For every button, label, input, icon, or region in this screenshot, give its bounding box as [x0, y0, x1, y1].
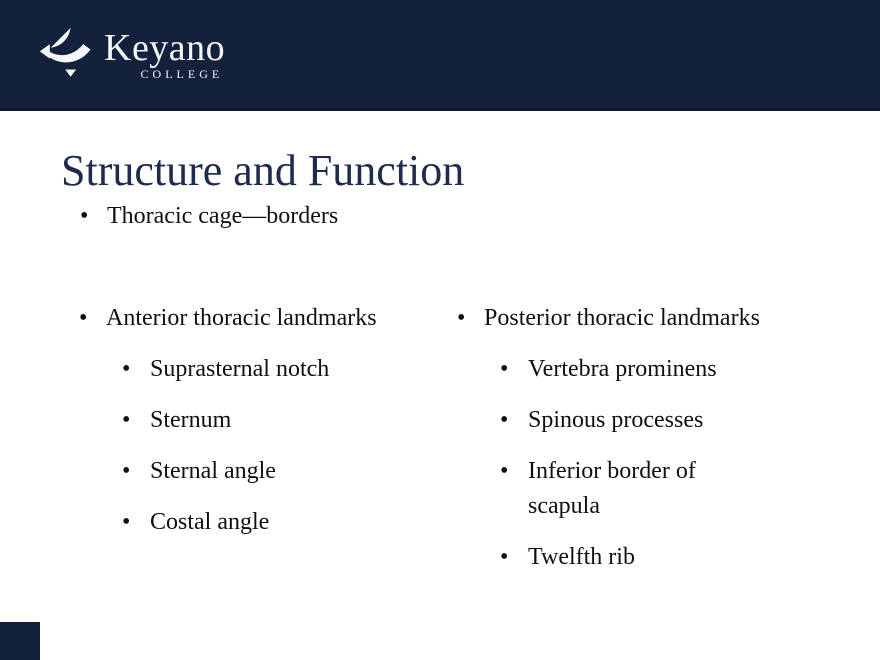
anterior-landmarks-column [62, 301, 440, 591]
bullet-dot-icon: • [79, 305, 88, 331]
posterior-landmarks-column [440, 301, 880, 591]
list-item-text: Sternal angle [150, 458, 276, 484]
bullet-dot-icon: • [457, 305, 466, 331]
logo-subtext: COLLEGE [140, 67, 224, 81]
intro-bullet-text: Thoracic cage—borders [107, 203, 339, 229]
logo-wordmark: Keyano [104, 27, 226, 69]
list-item-text: Suprasternal notch [150, 356, 330, 382]
column-heading: Anterior thoracic landmarks [106, 305, 377, 331]
bullet-dot-icon: • [122, 356, 131, 382]
logo-text-block [104, 26, 225, 80]
bullet-dot-icon: • [122, 407, 131, 433]
keyano-diamond-logo-icon [38, 26, 96, 84]
keyano-college-logo [38, 26, 225, 84]
corner-accent-square [0, 622, 40, 660]
list-item [62, 454, 440, 489]
column-heading: Posterior thoracic landmarks [484, 305, 760, 331]
column-heading-row [62, 301, 440, 336]
bullet-dot-icon: • [122, 458, 131, 484]
list-item-text: Inferior border of scapula [528, 458, 696, 519]
list-item [440, 454, 880, 524]
bullet-dot-icon: • [500, 356, 509, 382]
bullet-dot-icon: • [500, 407, 509, 433]
list-item [62, 352, 440, 387]
column-heading-row [440, 301, 880, 336]
intro-bullet-row [80, 199, 338, 234]
landmark-columns [62, 301, 880, 591]
slide-title: Structure and Function [61, 146, 465, 195]
list-item-text: Vertebra prominens [528, 356, 717, 382]
list-item-text: Spinous processes [528, 407, 704, 433]
list-item-text: Sternum [150, 407, 232, 433]
list-item [62, 505, 440, 540]
bullet-dot-icon: • [500, 458, 509, 484]
bullet-dot-icon: • [500, 544, 509, 570]
list-item [440, 540, 880, 575]
slide-header-band [0, 0, 880, 111]
list-item [62, 403, 440, 438]
bullet-dot-icon: • [80, 203, 89, 229]
list-item-text: Twelfth rib [528, 544, 635, 570]
bullet-dot-icon: • [122, 509, 131, 535]
list-item [440, 403, 880, 438]
list-item-text: Costal angle [150, 509, 270, 535]
list-item [440, 352, 880, 387]
